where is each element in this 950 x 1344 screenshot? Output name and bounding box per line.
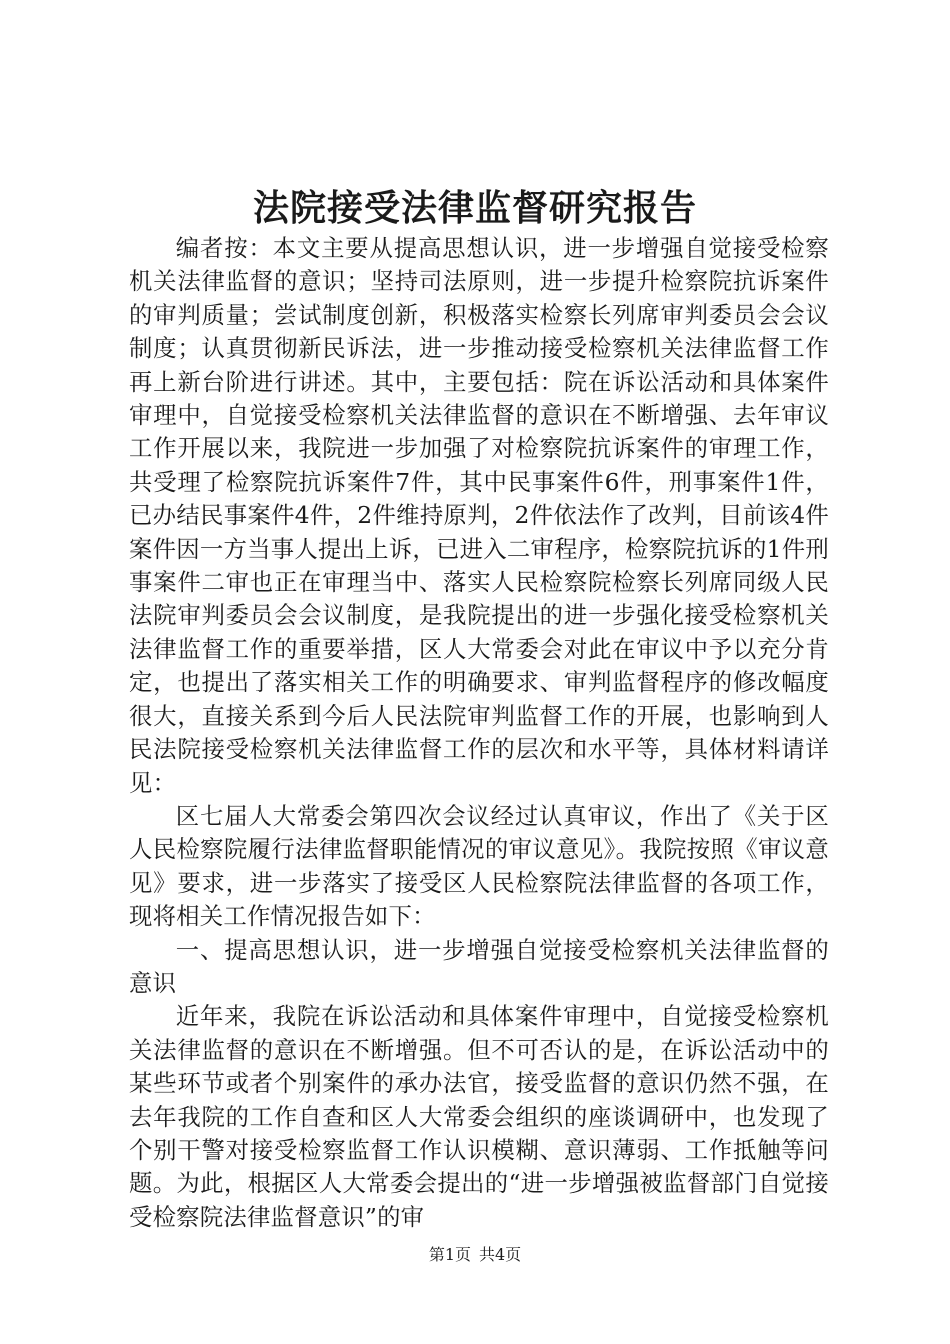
section-heading-1: 一、提高思想认识，进一步增强自觉接受检察机关法律监督的意识 (129, 935, 829, 997)
page-footer (0, 1245, 950, 1265)
body-paragraph: 近年来，我院在诉讼活动和具体案件审理中，自觉接受检察机关法律监督的意识在不断增强。但不可否认的是，在诉讼活动中的某些环节或者个别案件的承办法官，接受监督的意识仍然不强，在去年我院的工作自查和区人大常委会组织的座谈调研中，也发现了个别干警对接受检察监督工作认识模糊、意识薄弱、工作抵触等问题。为此，根据区人大常委会提出的“进一步增强被监督部门自觉接受检察院法律监督意识”的审 (129, 1002, 829, 1231)
page-total: 共4页 (479, 1245, 522, 1264)
editor-note-paragraph: 编者按：本文主要从提高思想认识，进一步增强自觉接受检察机关法律监督的意识；坚持司法原则，进一步提升检察院抗诉案件的审判质量；尝试制度创新，积极落实检察长列席审判委员会会议制度；认真贯彻新民诉法，进一步推动接受检察机关法律监督工作再上新台阶进行讲述。其中，主要包括：院在诉讼活动和具体案件审理中，自觉接受检察机关法律监督的意识在不断增强、去年审议工作开展以来，我院进一步加强了对检察院抗诉案件的审理工作，共受理了检察院抗诉案件7件，其中民事案件6件，刑事案件1件，已办结民事案件4件，2件维持原判，2件依法作了改判，目前该4件案件因一方当事人提出上诉，已进入二审程序，检察院抗诉的1件刑事案件二审也正在审理当中、落实人民检察院检察长列席同级人民法院审判委员会会议制度，是我院提出的进一步强化接受检察机关法律监督工作的重要举措，区人大常委会对此在审议中予以充分肯定，也提出了落实相关工作的明确要求、审判监督程序的修改幅度很大，直接关系到今后人民法院审判监督工作的开展，也影响到人民法院接受检察机关法律监督工作的层次和水平等，具体材料请详见： (129, 234, 829, 797)
document-title: 法院接受法律监督研究报告 (252, 187, 697, 229)
page-number: 第1页 (428, 1245, 471, 1264)
intro-paragraph: 区七届人大常委会第四次会议经过认真审议，作出了《关于区人民检察院履行法律监督职能情况的审议意见》。我院按照《审议意见》要求，进一步落实了接受区人民检察院法律监督的各项工作，现将相关工作情况报告如下： (129, 801, 829, 931)
document-body (129, 232, 829, 1234)
